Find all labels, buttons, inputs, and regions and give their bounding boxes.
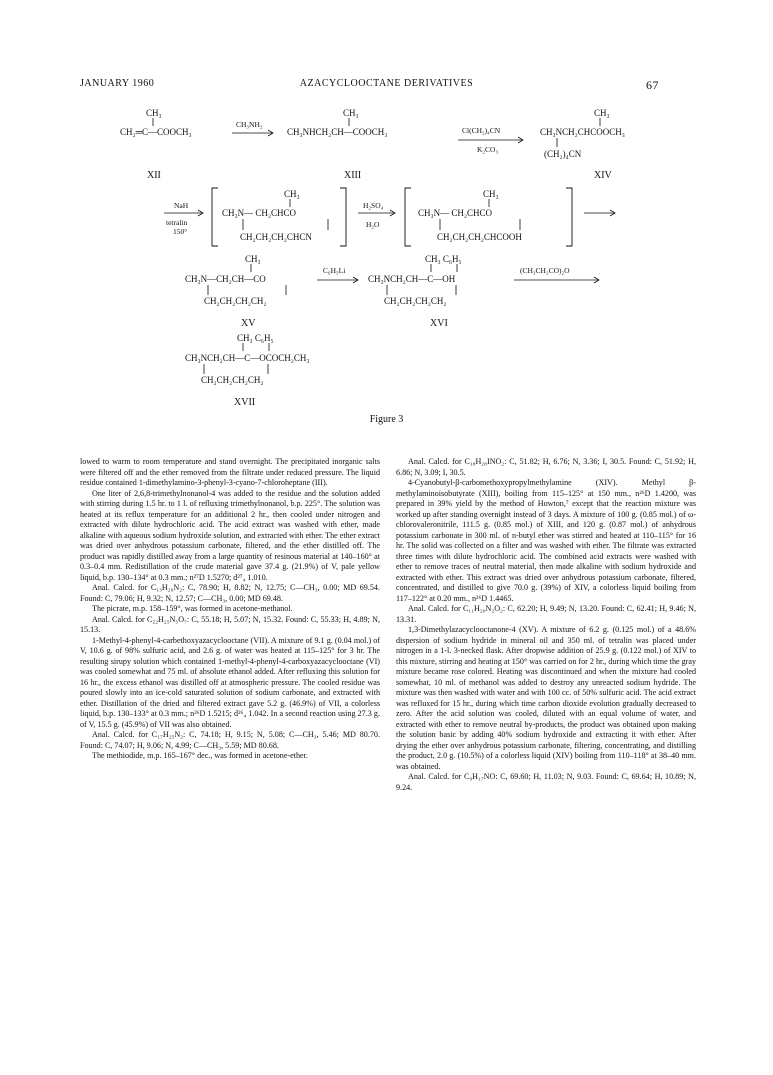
xiv-formula: CH₃NCH₂CHCOOCH₃: [540, 127, 625, 137]
xii-label: XII: [147, 170, 161, 181]
xii-formula: CH₂═C—COOCH₃: [120, 127, 192, 137]
xvi-substituents: CH₃ C₆H₅: [425, 254, 462, 264]
xiv-methyl: CH₃: [594, 108, 610, 118]
right-text-column: [396, 457, 696, 793]
paragraph: Anal. Calcd. for C₉H₁₇NO: C, 69.60; H, 11.03; N, 9.03. Found: C, 69.64; H, 10.89; N, 9.24.: [396, 772, 696, 792]
int1-line2: CH₂CH₂CH₂CHCN: [240, 232, 312, 242]
xvi-line2: CH₂CH₂CH₂CH₂: [384, 296, 447, 306]
int1-methyl: CH₃: [284, 189, 300, 199]
paragraph: The picrate, m.p. 158–159°, was formed in acetone-methanol.: [92, 604, 293, 613]
tetralin-reagent: tetralin: [166, 218, 188, 227]
paragraph: Anal. Calcd. for C₁₃H₂₆N₂: C, 78.90; H, 8.82; N, 12.75; C—CH₃, 0.00; MD 69.54. Found: C, 79.06; H, 9.32; N, 12.57; C—CH₃, 0.00; MD 69.48.: [80, 583, 380, 603]
paragraph: Anal. Calcd. for C₂₂H₂₅N₅O₇: C, 55.18; H, 5.07; N, 15.32. Found: C, 55.33; H, 4.89; N, 15.13.: [80, 614, 380, 634]
bracket1-right: [340, 188, 346, 246]
xvii-line2: CH₂CH₂CH₂CH₂: [201, 375, 264, 385]
bracket2-left: [405, 188, 411, 246]
anhydride-reagent: (CH₃CH₂CO)₂O: [520, 266, 570, 275]
xvii-line1: CH₃NCH₂CH—C—OCOCH₂CH₃: [185, 353, 310, 363]
paragraph: Anal. Calcd. for C₁₁H₂₀N₂O₂: C, 62.20; H, 9.49; N, 13.20. Found: C, 62.41; H, 9.46; N, 13.31.: [396, 604, 696, 624]
xvi-line1: CH₃NCH₂CH—C—OH: [368, 274, 456, 284]
xv-label: XV: [241, 318, 256, 329]
c6h5li-reagent: C₆H₅Li: [323, 266, 346, 275]
xiii-label: XIII: [344, 170, 362, 181]
xvii-substituents: CH₃ C₆H₅: [237, 333, 274, 343]
int2-line2: CH₂CH₂CH₂CHCOOH: [437, 232, 522, 242]
paragraph: 1,3-Dimethylazacyclooctanone-4 (XV). A mixture of 6.2 g. (0.125 mol.) of a 48.6% dispersion of sodium hydride in mineral oil and 350 ml. of tetralin was placed under nitrogen in a 1-l. 3-necked flask. After dropwise addition of 25.9 g. (0.122 mol.) of XIV to this mixture, stirring and heating at 150° was carried on for 2 hr., during which time the gray mixture became rose colored. Heating was discontinued and when the mixture had cooled somewhat, 10 ml. of methanol was added to destroy any unreacted sodium hydride. The mixture was then washed with water and with 100 cc. of 50% sulfuric acid. The acid extract was refluxed for 15 hr., during which time carbon dioxide evolution gradually decreased to zero. After the acid solution was cooled, diluted with an equal volume of water, and extracted with ether to remove neutral by-products, the product was obtained upon making the solution basic by adding 40% sodium hydroxide and extracting it with ether. After drying the ether over anhydrous potassium carbonate, filtering, concentrating, and distilling the product, 2.0 g. (10.5%) of a colorless liquid (XIV) boiling from 110–118° at 38–40 mm. was obtained.: [396, 625, 696, 771]
h2so4-reagent: H₂SO₄: [363, 201, 384, 210]
paragraph: The methiodide, m.p. 165–167° dec., was formed in acetone-ether.: [92, 751, 308, 760]
xv-line2: CH₂CH₂CH₂CH₂: [204, 296, 267, 306]
running-header-title: AZACYCLOOCTANE DERIVATIVES: [299, 78, 474, 89]
figure-caption: Figure 3: [369, 414, 404, 425]
paragraph: 1-Methyl-4-phenyl-4-carbethoxyazacyclooctane (VII). A mixture of 9.1 g. (0.04 mol.) of V, 10.6 g. of 98% sulfuric acid, and 2.6 g. of water was heated at 115–125° for 3 hr. The resulting sirupy solution which contained 1-methyl-4-phenyl-4-carboxyazacyclooctane (VI) was cooled somewhat and 75 ml. of absolute ethanol added. After refluxing this solution for 16 hr., the excess ethanol was distilled off at atmospheric pressure. The cooled residue was poured slowly into an ice-cold saturated solution of sodium carbonate, and extracted with ether. Distillation of the dried and filtered extract gave 5.2 g. (46.9%) of VII, a colorless liquid, b.p. 130–133° at 0.3 mm.; n²⁶D 1.5215; d²⁶₄ 1.042. In a second reaction using 27.3 g. of V, 15.5 g. (45.9%) of VII was also obtained.: [80, 635, 380, 729]
xiv-label: XIV: [594, 170, 612, 181]
xiii-methyl: CH₃: [343, 108, 359, 118]
bracket1-left: [212, 188, 218, 246]
xvii-label: XVII: [234, 397, 256, 408]
int2-line1: CH₃N— CH₂CHCO: [418, 208, 493, 218]
running-header-date: JANUARY 1960: [80, 78, 155, 89]
paragraph: lowed to warm to room temperature and stand overnight. The precipitated inorganic salts were filtered off and the ether removed from the filtrate under reduced pressure. The liquid residue contained 1-dimethylamino-3-phenyl-3-cyano-7-chloroheptane (III).: [80, 457, 380, 487]
left-text-column: [80, 457, 380, 762]
paragraph: 4-Cyanobutyl-β-carbomethoxypropylmethylamine (XIV). Methyl β-methylaminoisobutyrate (XIII), boiling from 115–125° at 150 mm., n²⁶D 1.4200, was prepared in 39% yield by the method of Howton,⁷ except that the reaction mixture was worked up after standing overnight instead of 3 days. A mixture of 100 g. (0.85 mol.) of ω-chlorovaleronitrile, 111.5 g. (0.85 mol.) of XIII, and 120 g. (0.87 mol.) of anhydrous potassium carbonate in 300 ml. of n-butyl ether was stirred and heated at 110–115° for 16 hr. The solid was collected on a filter and was washed with ether. The filtrate was extracted three times with dilute hydrochloric acid. The combined acid extracts were washed with ether to remove traces of neutral material, then made alkaline with sodium hydroxide and extracted with ether. This extract was dried over anhydrous potassium carbonate, filtered, concentrated, and distilled to give 70.0 g. (39%) of XIV, a colorless liquid boiling from 117–122° at 0.20 mm., n²⁶D 1.4465.: [396, 478, 696, 603]
bracket2-right: [566, 188, 572, 246]
arrow1-reagent: CH₃NH₂: [236, 120, 263, 129]
xvi-label: XVI: [430, 318, 448, 329]
paragraph: One liter of 2,6,8-trimethylnonanol-4 was added to the residue and the solution added with stirring during 1.5 hr. to 1 l. of refluxing trimethylnonanol, b.p. 225°. The solution was heated at its reflux temperature for an additional 2 hr., then cooled under nitrogen and extracted with dilute hydrochloric acid. The acid extract was washed with ether, made alkaline with aqueous sodium hydroxide solution, and extracted with ether. The ether extract was dried over anhydrous potassium carbonate, filtered, and the ether distilled off. The product was rapidly distilled away from a large quantity of resinous material at 140–160° at 0.3–0.4 mm. Redistillation of the crude material gave 37.4 g. (21.9%) of V, pale yellow liquid, b.p. 130–134° at 0.3 mm.; n²⁷D 1.5270; d²⁷₄ 1.010.: [80, 488, 380, 582]
xv-line1: CH₃N—CH₂CH—CO: [185, 274, 266, 284]
xv-methyl: CH₃: [245, 254, 261, 264]
h2o-reagent: H₂O: [366, 220, 380, 229]
xiv-substituent: (CH₂)₄CN: [544, 149, 582, 159]
int1-line1: CH₃N— CH₂CHCO: [222, 208, 297, 218]
page-number: 67: [646, 78, 659, 92]
paragraph: Anal. Calcd. for C₁₇H₂₅N₂: C, 74.18; H, 9.15; N, 5.08; C—CH₃, 5.46; MD 80.70. Found: C, 74.07; H, 9.06; N, 4.99; C—CH₃, 5.59; MD 80.68.: [80, 730, 380, 750]
reaction-scheme: [0, 0, 773, 410]
xiii-formula: CH₃NHCH₂CH—COOCH₃: [287, 127, 388, 137]
paragraph: Anal. Calcd. for C₁₈H₂₈INO₂: C, 51.82; H, 6.76; N, 3.36; I, 30.5. Found: C, 51.92; H, 6.86; N, 3.09; I, 30.5.: [396, 457, 696, 477]
nah-reagent: NaH: [174, 201, 189, 210]
int2-methyl: CH₃: [483, 189, 499, 199]
arrow2-reagent-bottom: K₂CO₃: [477, 145, 499, 154]
temperature-reagent: 150°: [173, 227, 188, 236]
xii-methyl: CH₃: [146, 108, 162, 118]
arrow2-reagent-top: Cl(CH₂)₄CN: [462, 126, 501, 135]
